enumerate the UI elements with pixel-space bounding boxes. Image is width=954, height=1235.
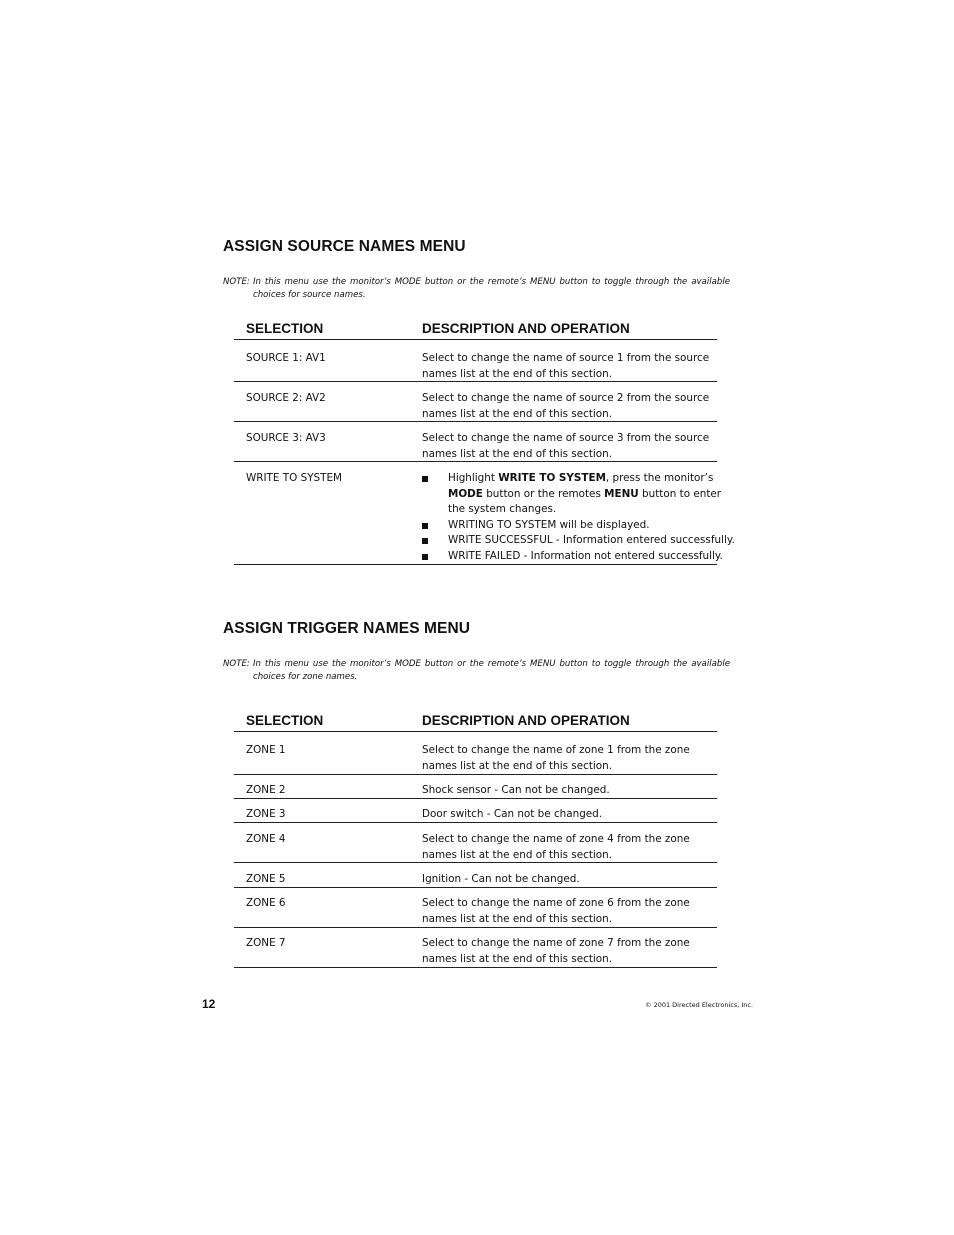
table-row xyxy=(234,888,717,928)
trigger-table-header xyxy=(234,712,717,732)
row-selection: ZONE 4 xyxy=(246,833,286,845)
row-description xyxy=(422,471,735,564)
row-description: Select to change the name of source 3 from the source names list at the end of this section. xyxy=(422,432,710,460)
trigger-section-title: ASSIGN TRIGGER NAMES MENU xyxy=(223,620,471,637)
header-selection: SELECTION xyxy=(246,713,324,728)
trigger-note-label: NOTE: xyxy=(223,659,250,669)
row-description: Ignition - Can not be changed. xyxy=(422,873,580,885)
trigger-table xyxy=(234,712,717,968)
table-row xyxy=(234,462,735,565)
list-item: Highlight WRITE TO SYSTEM, press the monitor’s MODE button or the remotes MENU button to enter the system changes. xyxy=(422,471,722,518)
row-selection: ZONE 2 xyxy=(246,784,286,796)
row-selection: WRITE TO SYSTEM xyxy=(246,472,343,484)
row-description: Select to change the name of zone 7 from the zone names list at the end of this section. xyxy=(422,937,690,965)
table-row xyxy=(234,775,717,799)
copyright-text: © 2001 Directed Electronics, Inc. xyxy=(645,1001,754,1009)
source-table-header xyxy=(234,320,717,340)
list-item: WRITING TO SYSTEM will be displayed. xyxy=(422,518,722,534)
row-selection: ZONE 6 xyxy=(246,897,286,909)
source-note xyxy=(223,276,730,302)
row-description: Select to change the name of zone 1 from the zone names list at the end of this section. xyxy=(422,744,690,772)
list-item: WRITE FAILED - Information not entered successfully. xyxy=(422,549,722,565)
table-row xyxy=(234,928,717,968)
row-description: Shock sensor - Can not be changed. xyxy=(422,784,610,796)
page-number: 12 xyxy=(202,997,216,1011)
table-row xyxy=(234,382,717,422)
table-row xyxy=(234,863,717,888)
row-description: Select to change the name of zone 4 from the zone names list at the end of this section. xyxy=(422,833,690,861)
row-selection: ZONE 7 xyxy=(246,937,286,949)
trigger-note-text: In this menu use the monitor’s MODE button or the remote’s MENU button to toggle through the available choices for zone names. xyxy=(253,659,730,682)
row-selection: SOURCE 2: AV2 xyxy=(246,392,326,404)
table-row xyxy=(234,340,717,382)
row-description: Door switch - Can not be changed. xyxy=(422,808,603,820)
source-table xyxy=(234,320,735,565)
header-selection: SELECTION xyxy=(246,321,324,336)
row-description: Select to change the name of source 2 from the source names list at the end of this section. xyxy=(422,392,710,420)
bullet-list xyxy=(422,471,735,564)
row-description: Select to change the name of source 1 from the source names list at the end of this section. xyxy=(422,352,710,380)
header-description: DESCRIPTION AND OPERATION xyxy=(422,713,630,728)
source-note-label: NOTE: xyxy=(223,277,250,287)
table-row xyxy=(234,823,717,863)
list-item: WRITE SUCCESSFUL - Information entered successfully. xyxy=(422,533,722,549)
table-row xyxy=(234,422,717,462)
table-row xyxy=(234,732,717,775)
table-row xyxy=(234,799,717,823)
header-description: DESCRIPTION AND OPERATION xyxy=(422,321,630,336)
source-section-title: ASSIGN SOURCE NAMES MENU xyxy=(223,238,466,255)
row-selection: SOURCE 3: AV3 xyxy=(246,432,326,444)
trigger-note xyxy=(223,658,730,684)
source-note-text: In this menu use the monitor’s MODE button or the remote’s MENU button to toggle through the available choices for source names. xyxy=(253,277,730,300)
row-selection: SOURCE 1: AV1 xyxy=(246,352,326,364)
row-selection: ZONE 3 xyxy=(246,808,286,820)
row-description: Select to change the name of zone 6 from the zone names list at the end of this section. xyxy=(422,897,690,925)
row-selection: ZONE 5 xyxy=(246,873,286,885)
row-selection: ZONE 1 xyxy=(246,744,286,756)
